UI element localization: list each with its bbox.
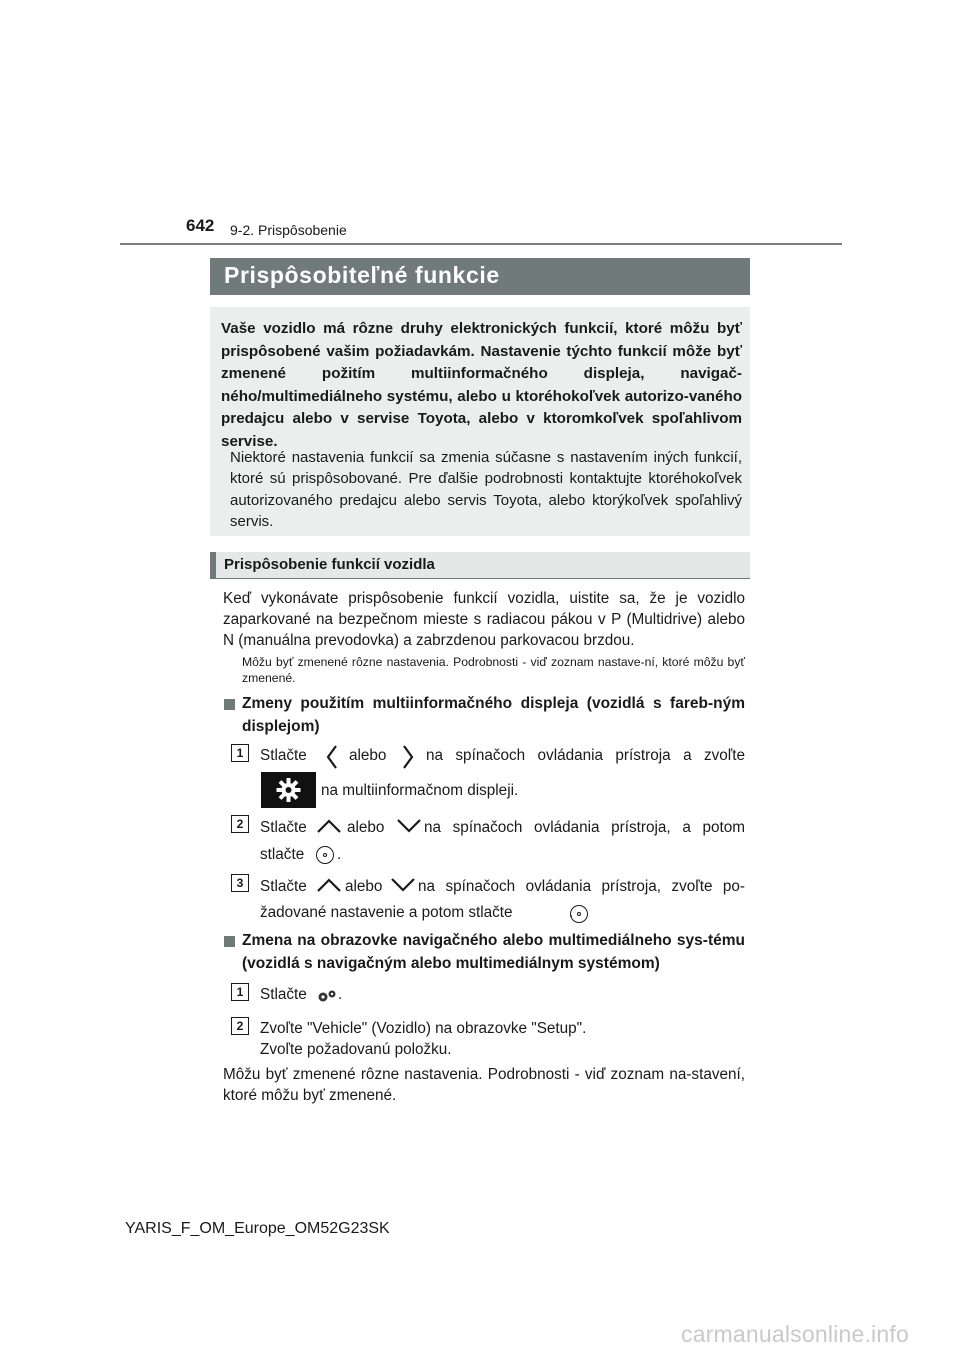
step-text: na spínačoch ovládania prístroja, a potom (424, 819, 745, 836)
section-b-heading (223, 930, 745, 975)
section-a-heading (223, 693, 745, 738)
step-text: . (569, 904, 574, 921)
intro-lead: Vaše vozidlo má rôzne druhy elektronických funkcií, ktoré môžu byť prispôsobené vašim požiadavkám. Nastavenie týchto funkcií môže byť zmenené požitím multiinformačného displeja, navigač-ného/multimediálneho systému, alebo u ktoréhokoľvek autorizo-vaného predajcu alebo v servise Toyota, alebo v ktoromkoľvek spoľahlivom servise. (221, 320, 742, 450)
down-arrow-icon (390, 877, 416, 893)
step-text: Zvoľte "Vehicle" (Vozidlo) na obrazovke "Setup". (260, 1020, 587, 1037)
square-bullet-icon (224, 936, 235, 947)
right-arrow-icon (402, 744, 414, 770)
section-label: 9-2. Prispôsobenie (230, 222, 347, 238)
subheading (210, 552, 750, 579)
step-number: 2 (231, 1017, 249, 1035)
step-text: Stlačte (260, 819, 307, 836)
step-number: 1 (231, 983, 249, 1001)
header-rule (120, 243, 842, 245)
section-a-heading-text: Zmeny použitím multiinformačného displeja (vozidlá s fareb-ným displejom) (242, 695, 745, 735)
title-bar (210, 258, 750, 295)
step-text: žadované nastavenie a potom stlačte (260, 904, 513, 921)
down-arrow-icon (396, 818, 422, 834)
ok-button-icon (316, 846, 334, 864)
step-text: Zvoľte požadovanú položku. (260, 1041, 452, 1058)
step-text: . (338, 986, 343, 1003)
step-text: na spínačoch ovládania prístroja a zvoľte (426, 747, 745, 764)
square-bullet-icon (224, 699, 235, 710)
intro-note: Niektoré nastavenia funkcií sa zmenia súčasne s nastavením iných funkcií, ktoré sú prispôsobované. Pre ďalšie podrobnosti kontaktujte ktoréhokoľvek autorizovaného predajcu alebo servis Toyota, alebo ktorýkoľvek spoľahlivý servis. (230, 449, 742, 530)
up-arrow-icon (316, 877, 342, 893)
subheading-text: Prispôsobenie funkcií vozidla (224, 556, 435, 573)
step-number: 2 (231, 815, 249, 833)
step-text: alebo (349, 747, 387, 764)
step-text: Stlačte (260, 747, 307, 764)
step-text: na multiinformačnom displeji. (321, 782, 519, 799)
section-b-heading-text: Zmena na obrazovke navigačného alebo multimediálneho sys-tému (vozidlá s navigačným alebo multimediálnym systémom) (242, 932, 745, 972)
subheading-bar (210, 552, 216, 579)
left-arrow-icon (326, 744, 338, 770)
closing-paragraph: Môžu byť zmenené rôzne nastavenia. Podrobnosti - viď zoznam na-stavení, ktoré môžu byť zmenené. (223, 1066, 745, 1104)
step-text: na spínačoch ovládania prístroja, zvoľte po- (418, 878, 745, 895)
step-text: . (337, 846, 342, 863)
small-note: Môžu byť zmenené rôzne nastavenia. Podrobnosti - viď zoznam nastave-ní, ktoré môžu byť zmenené. (242, 655, 745, 685)
watermark: carmanualsonline.info (681, 1321, 909, 1347)
body-paragraph: Keď vykonávate prispôsobenie funkcií vozidla, uistite sa, že je vozidlo zaparkované na bezpečnom mieste s radiacou pákou v P (Multidrive) alebo N (manuálna prevodovka) a zabrzdenou parkovacou brzdou. (223, 590, 745, 649)
up-arrow-icon (316, 818, 342, 834)
step-text: alebo (345, 878, 383, 895)
page-number: 642 (186, 216, 215, 235)
step-text: alebo (347, 819, 385, 836)
intro-box (210, 307, 750, 536)
step-text: Stlačte (260, 878, 307, 895)
step-number: 3 (231, 874, 249, 892)
step-number: 1 (231, 744, 249, 762)
step-text: Stlačte (260, 986, 307, 1003)
step-text: stlačte (260, 846, 305, 863)
page-title: Prispôsobiteľné funkcie (224, 262, 500, 288)
footer-code: YARIS_F_OM_Europe_OM52G23SK (125, 1220, 390, 1237)
settings-gear-icon (261, 772, 316, 808)
setup-icon (316, 988, 338, 1004)
